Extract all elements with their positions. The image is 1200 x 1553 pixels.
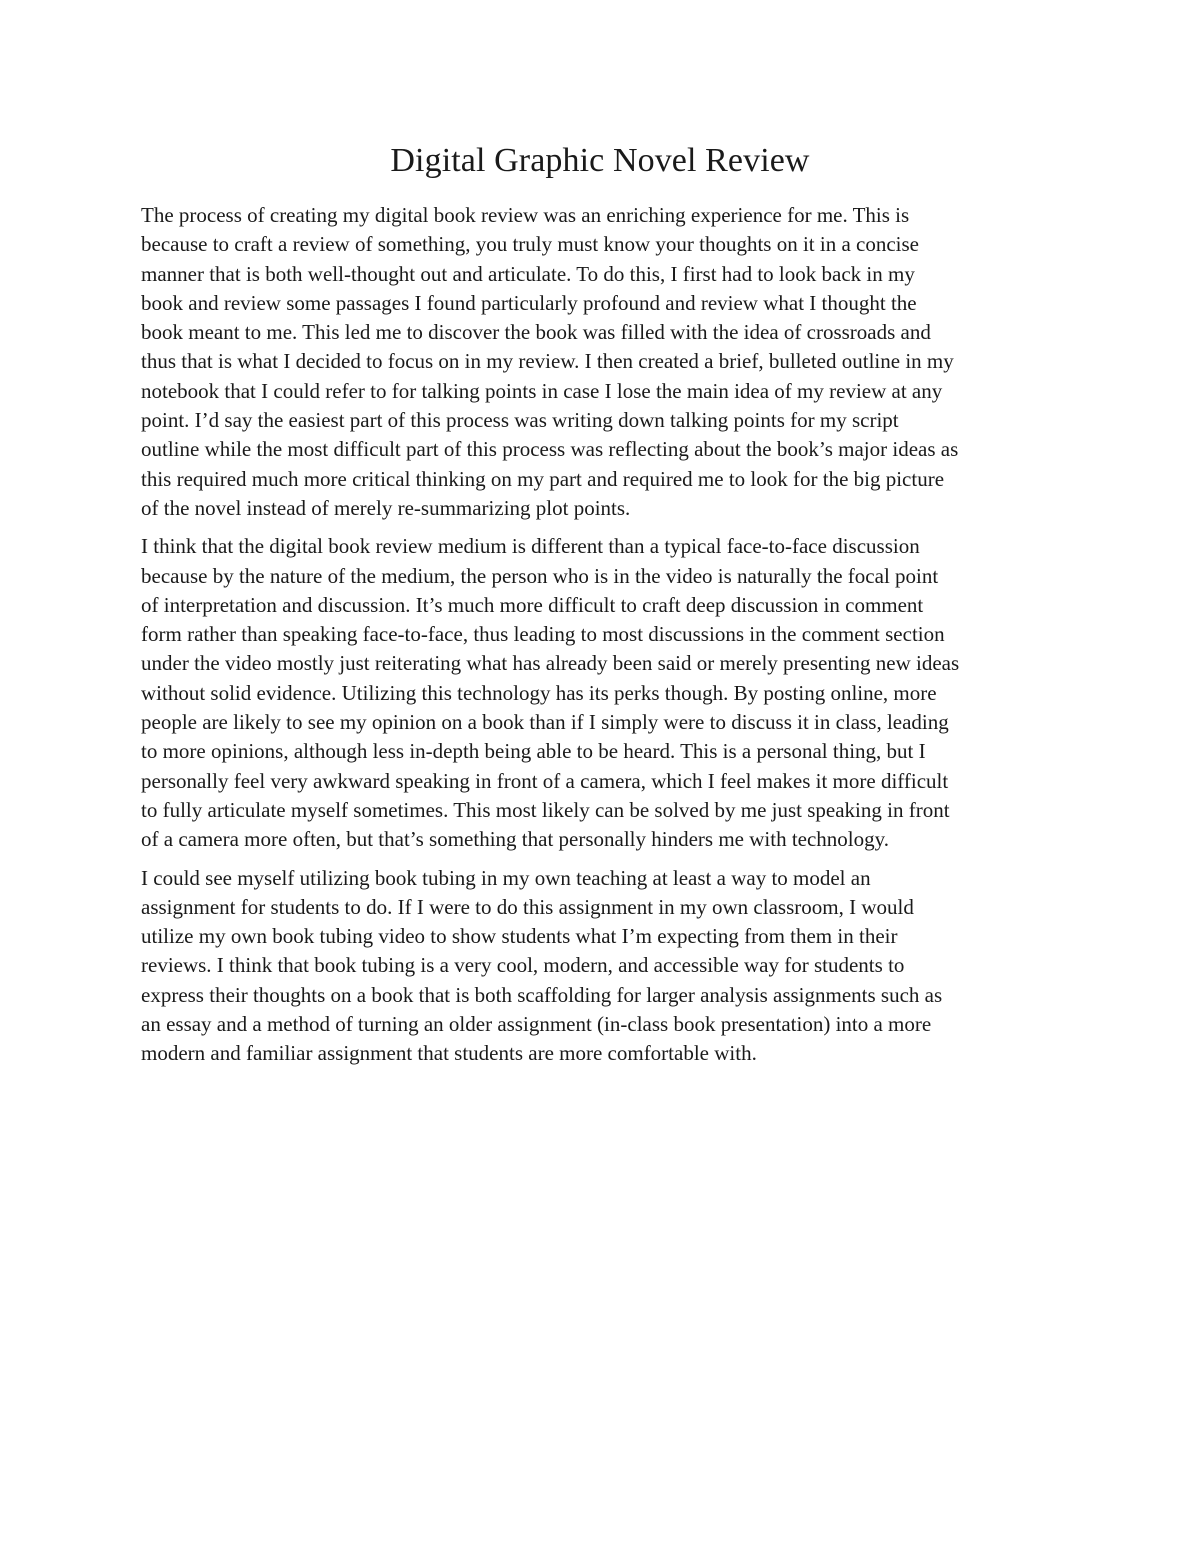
text-line: thus that is what I decided to focus on in my review. I then created a brief, bulleted outline in my xyxy=(141,349,954,374)
text-line: of interpretation and discussion. It’s much more difficult to craft deep discussion in comment xyxy=(141,592,924,617)
text-line: personally feel very awkward speaking in front of a camera, which I feel makes it more difficult xyxy=(141,768,949,793)
document-title: Digital Graphic Novel Review xyxy=(390,142,810,179)
text-line: to more opinions, although less in-depth being able to be heard. This is a personal thing, but I xyxy=(141,739,926,764)
text-line: of a camera more often, but that’s something that personally hinders me with technology. xyxy=(141,827,890,852)
paragraph-3 xyxy=(141,864,1066,1069)
text-line: under the video mostly just reiterating what has already been said or merely presenting new ideas xyxy=(141,651,960,676)
text-line: book meant to me. This led me to discover the book was filled with the idea of crossroads and xyxy=(141,320,931,345)
text-line: The process of creating my digital book review was an enriching experience for me. This is xyxy=(141,203,910,227)
text-line: notebook that I could refer to for talking points in case I lose the main idea of my review at any xyxy=(141,378,943,403)
text-line: manner that is both well-thought out and articulate. To do this, I first had to look back in my xyxy=(141,261,915,286)
document-body xyxy=(141,201,1066,1078)
paragraph-1 xyxy=(141,201,1066,523)
text-line: this required much more critical thinking on my part and required me to look for the big picture xyxy=(141,466,945,491)
text-line: outline while the most difficult part of this process was reflecting about the book’s major ideas as xyxy=(141,437,959,462)
text-line: because to craft a review of something, you truly must know your thoughts on it in a concise xyxy=(141,232,919,257)
text-line: of the novel instead of merely re-summarizing plot points. xyxy=(141,495,631,520)
text-line: reviews. I think that book tubing is a very cool, modern, and accessible way for students to xyxy=(141,953,905,978)
text-line: express their thoughts on a book that is both scaffolding for larger analysis assignments such as xyxy=(141,982,943,1007)
text-line: an essay and a method of turning an older assignment (in-class book presentation) into a more xyxy=(141,1012,932,1037)
text-line: I could see myself utilizing book tubing in my own teaching at least a way to model an xyxy=(141,865,871,890)
text-line: people are likely to see my opinion on a book than if I simply were to discuss it in class, leading xyxy=(141,710,949,735)
text-line: without solid evidence. Utilizing this technology has its perks though. By posting online, more xyxy=(141,680,937,705)
paragraph-2 xyxy=(141,532,1066,854)
text-line: because by the nature of the medium, the person who is in the video is naturally the focal point xyxy=(141,563,939,588)
text-line: point. I’d say the easiest part of this process was writing down talking points for my script xyxy=(141,408,899,433)
text-line: utilize my own book tubing video to show students what I’m expecting from them in their xyxy=(141,924,898,949)
text-line: I think that the digital book review medium is different than a typical face-to-face discussion xyxy=(141,534,920,559)
text-line: to fully articulate myself sometimes. This most likely can be solved by me just speaking in front xyxy=(141,797,950,822)
text-line: assignment for students to do. If I were to do this assignment in my own classroom, I would xyxy=(141,894,914,919)
text-line: book and review some passages I found particularly profound and review what I thought the xyxy=(141,290,917,315)
text-line: form rather than speaking face-to-face, thus leading to most discussions in the comment section xyxy=(141,622,945,647)
text-line: modern and familiar assignment that students are more comfortable with. xyxy=(141,1041,757,1066)
